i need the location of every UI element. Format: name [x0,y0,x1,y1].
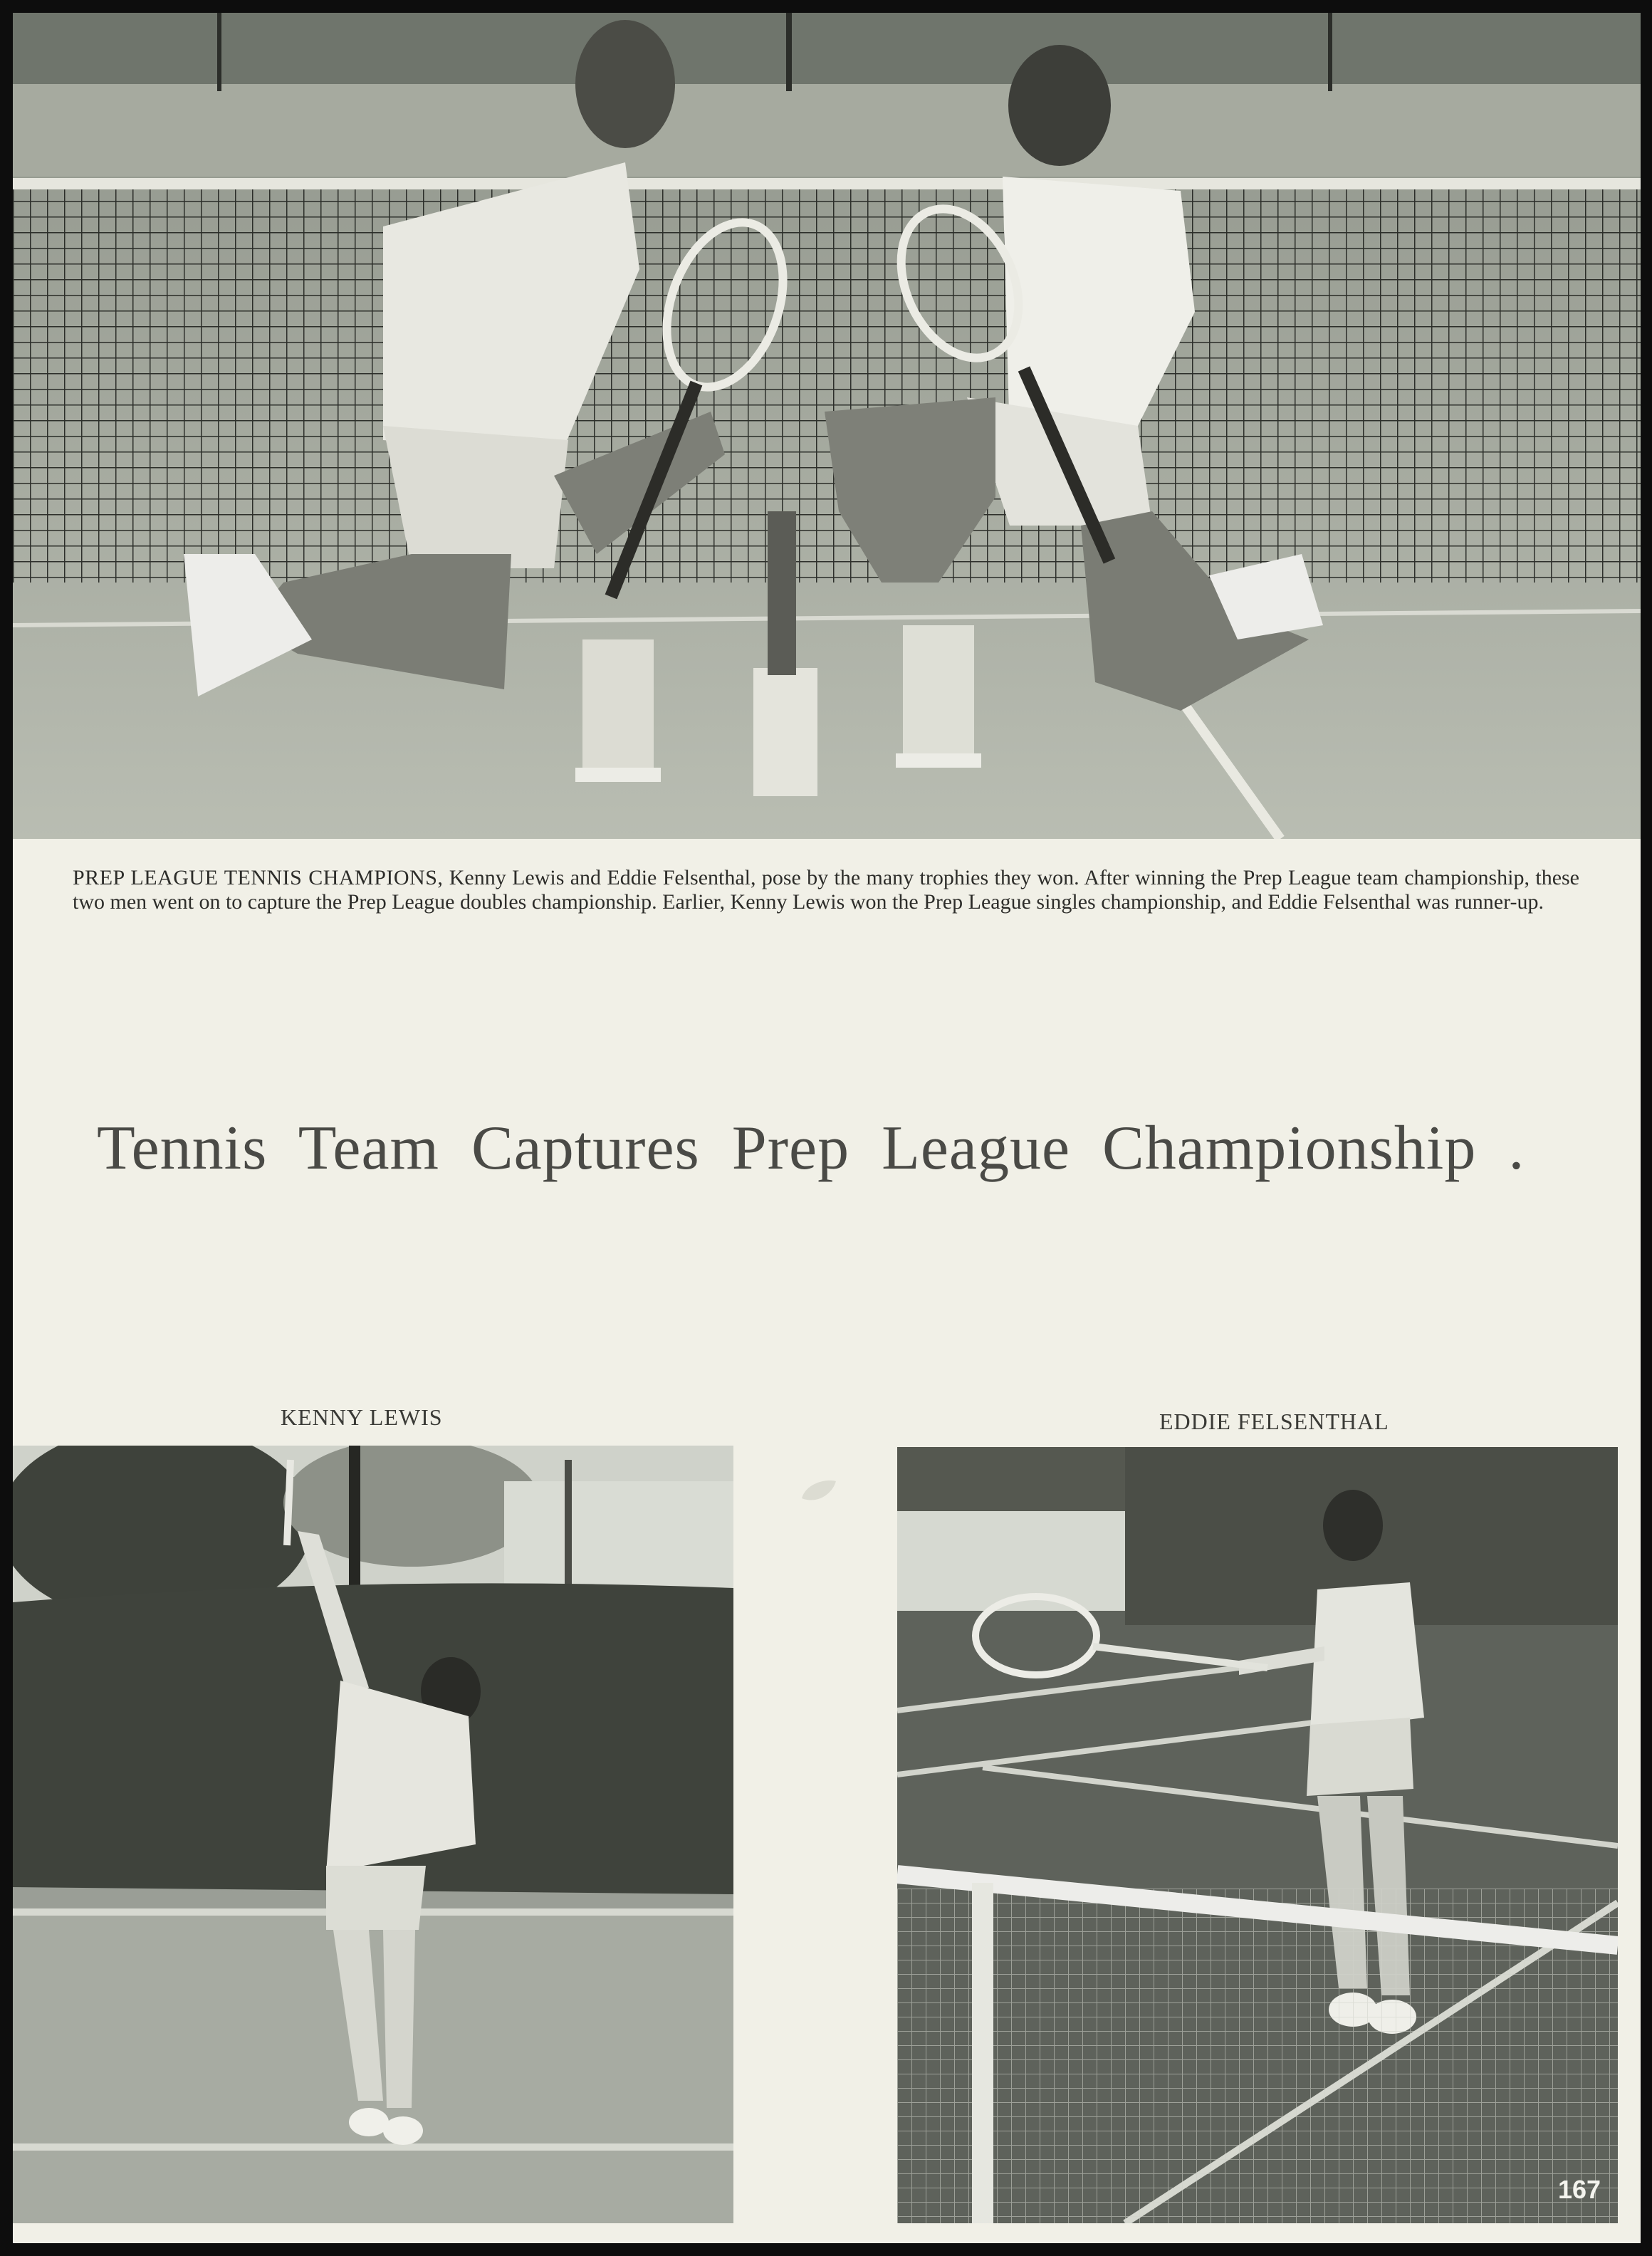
left-photo-label: KENNY LEWIS [281,1404,443,1430]
page-number: 167 [1558,2175,1601,2204]
caption-text: Kenny Lewis and Eddie Felsenthal, pose by the many trophies they won. After winning the Prep League team championship, these two men went on to capture the Prep League doubles championship. Earlier, Kenny Lewis won the Prep League singles championship, and Eddie Felsenthal was runner-up. [73,866,1579,914]
photo-caption [73,866,1579,914]
caption-lead: PREP LEAGUE TENNIS CHAMPIONS, [73,866,444,889]
right-photo-label: EDDIE FELSENTHAL [1159,1409,1389,1434]
eddie-felsenthal-photo [897,1447,1618,2223]
leaf-icon [799,1477,839,1505]
hero-photo [13,13,1641,839]
kenny-lewis-photo [13,1446,733,2223]
yearbook-page [13,13,1641,2243]
page-headline: Tennis Team Captures Prep League Championship . [97,1114,1525,1183]
